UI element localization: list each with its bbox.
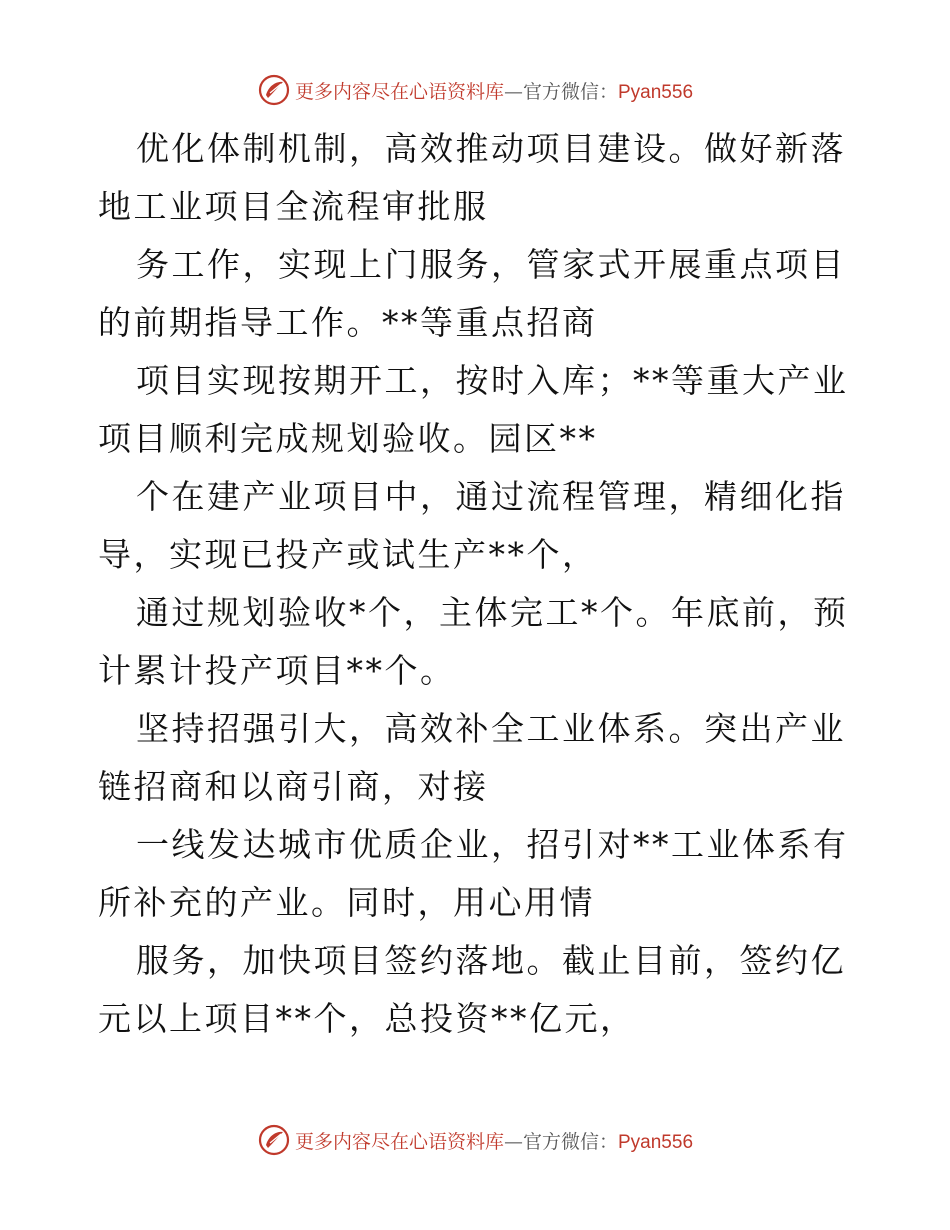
document-body (98, 120, 858, 1048)
paragraph: 项目实现按期开工，按时入库；**等重大产业项目顺利完成规划验收。园区** (98, 361, 849, 458)
paragraph: 一线发达城市优质企业，招引对**工业体系有所补充的产业。同时，用心用情 (98, 825, 849, 922)
footer-banner (0, 1120, 950, 1160)
logo-icon (257, 73, 291, 107)
header-banner (0, 70, 950, 110)
paragraph: 服务，加快项目签约落地。截止目前，签约亿元以上项目**个，总投资**亿元， (98, 941, 846, 1038)
paragraph: 通过规划验收*个，主体完工*个。年底前，预计累计投产项目**个。 (98, 593, 849, 690)
paragraph: 个在建产业项目中，通过流程管理，精细化指导，实现已投产或试生产**个， (98, 477, 846, 574)
logo-icon (257, 1123, 291, 1157)
paragraph: 优化体制机制，高效推动项目建设。做好新落地工业项目全流程审批服 (98, 129, 846, 226)
paragraph: 坚持招强引大，高效补全工业体系。突出产业链招商和以商引商，对接 (98, 709, 846, 806)
footer-banner-text: 更多内容尽在心语资料库—官方微信：Pyan556 (294, 1130, 694, 1153)
header-banner-text: 更多内容尽在心语资料库—官方微信：Pyan556 (294, 80, 694, 103)
paragraph: 务工作，实现上门服务，管家式开展重点项目的前期指导工作。**等重点招商 (98, 245, 846, 342)
